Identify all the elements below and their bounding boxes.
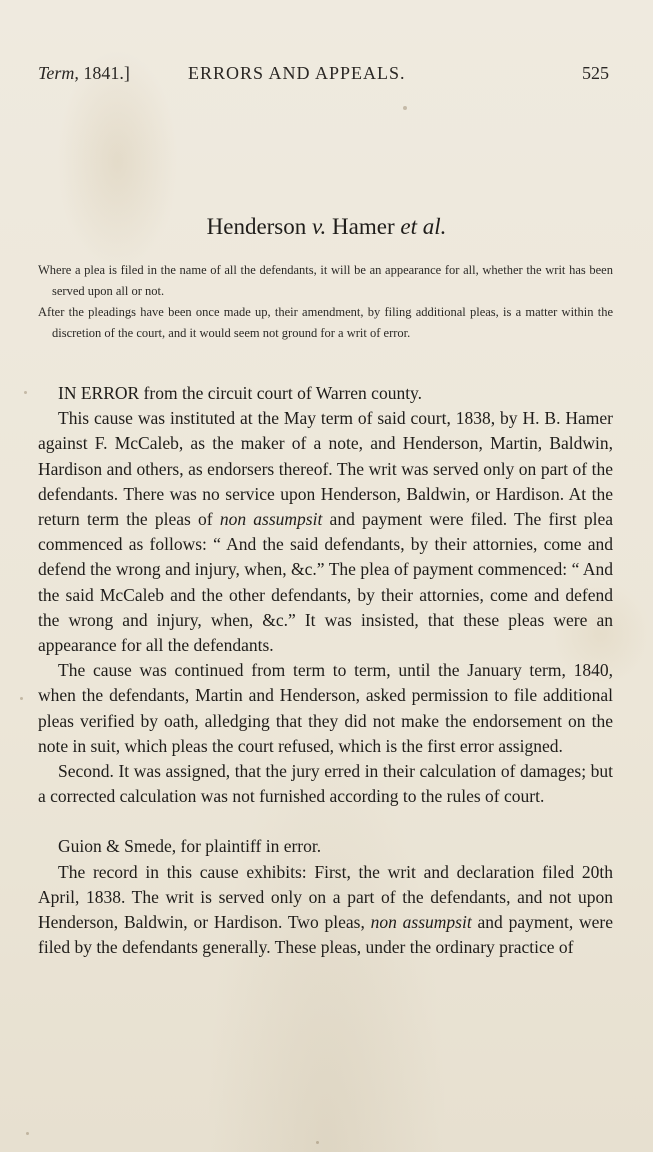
paper-spot: [26, 1132, 29, 1135]
headnote: Where a plea is filed in the name of all the defendants, it will be an appearance for all, whether the writ has been served upon all or not.: [38, 263, 613, 298]
paper-spot: [403, 106, 407, 110]
opinion-body: [38, 381, 613, 960]
headnotes: [38, 260, 613, 344]
term-year: 1841.]: [78, 63, 130, 83]
paragraph-continuance: The cause was continued from term to term, until the January term, 1840, when the defendants, Martin and Henderson, asked permission to file additional pleas verified by oath, alledging that they did not make the endorsement on the note in suit, which pleas the court refused, which is the first error assigned.: [38, 660, 613, 756]
case-et-al: et al.: [400, 214, 447, 239]
case-title: [0, 212, 653, 242]
term-label: Term,: [38, 63, 79, 83]
paper-spot: [24, 391, 27, 394]
running-head: [38, 60, 609, 86]
headnote: After the pleadings have been once made up, their amendment, by filing additional pleas, is a matter within the discretion of the court, and it would seem not ground for a writ of error.: [38, 305, 613, 340]
paragraph-in-error: IN ERROR from the circuit court of Warren county.: [58, 383, 423, 403]
paragraph-counsel: Guion & Smede, for plaintiff in error.: [58, 836, 322, 857]
case-defendant: Hamer: [326, 214, 401, 239]
paragraph-second-error: Second. It was assigned, that the jury erred in their calculation of damages; but a corrected calculation was not furnished according to the rules of court.: [38, 761, 613, 807]
paragraph-text: and payment, were filed by the defendants generally. These pleas, under the ordinary practice of: [38, 912, 614, 958]
paragraph-text: The record in this cause exhibits: First, the writ and declaration filed 20th April, 1838. The writ is served only on a part of the defendants, and not upon Henderson, Baldwin, or Hardison. Two pleas,: [38, 861, 613, 933]
paragraph-text: This cause was instituted at the May term of said court, 1838, by H. B. Hamer against F. McCaleb, as the maker of a note, and Henderson, Martin, Baldwin, Hardison and others, as endorsers thereof. The writ was served only on part of the defendants. There was no service upon Henderson, Baldwin, or Hardison. At the return term the pleas of: [38, 408, 613, 530]
case-versus: v.: [312, 214, 327, 239]
running-head-title: ERRORS AND APPEALS.: [188, 63, 406, 83]
paragraph-statement-of-case: [38, 406, 613, 658]
italic-term: non assumpsit: [219, 509, 323, 530]
italic-term: non assumpsit: [370, 912, 472, 933]
paragraph-text: and payment were filed. The first plea commenced as follows: “ And the said defendants, by their attornies, come and defend the wrong and injury, when, &c.” The plea of payment commenced: “ And the said McCaleb and the other defendants, by their attornies, come and defend the wrong and injury, when, &c.” It was insisted, that these pleas were an appearance for all the defendants.: [38, 509, 614, 656]
page-number: 525: [582, 63, 609, 83]
case-plaintiff: Henderson: [206, 214, 313, 239]
paper-spot: [20, 697, 23, 700]
paragraph-record: [38, 860, 613, 961]
paper-spot: [316, 1141, 319, 1144]
running-head-term: [38, 60, 130, 86]
